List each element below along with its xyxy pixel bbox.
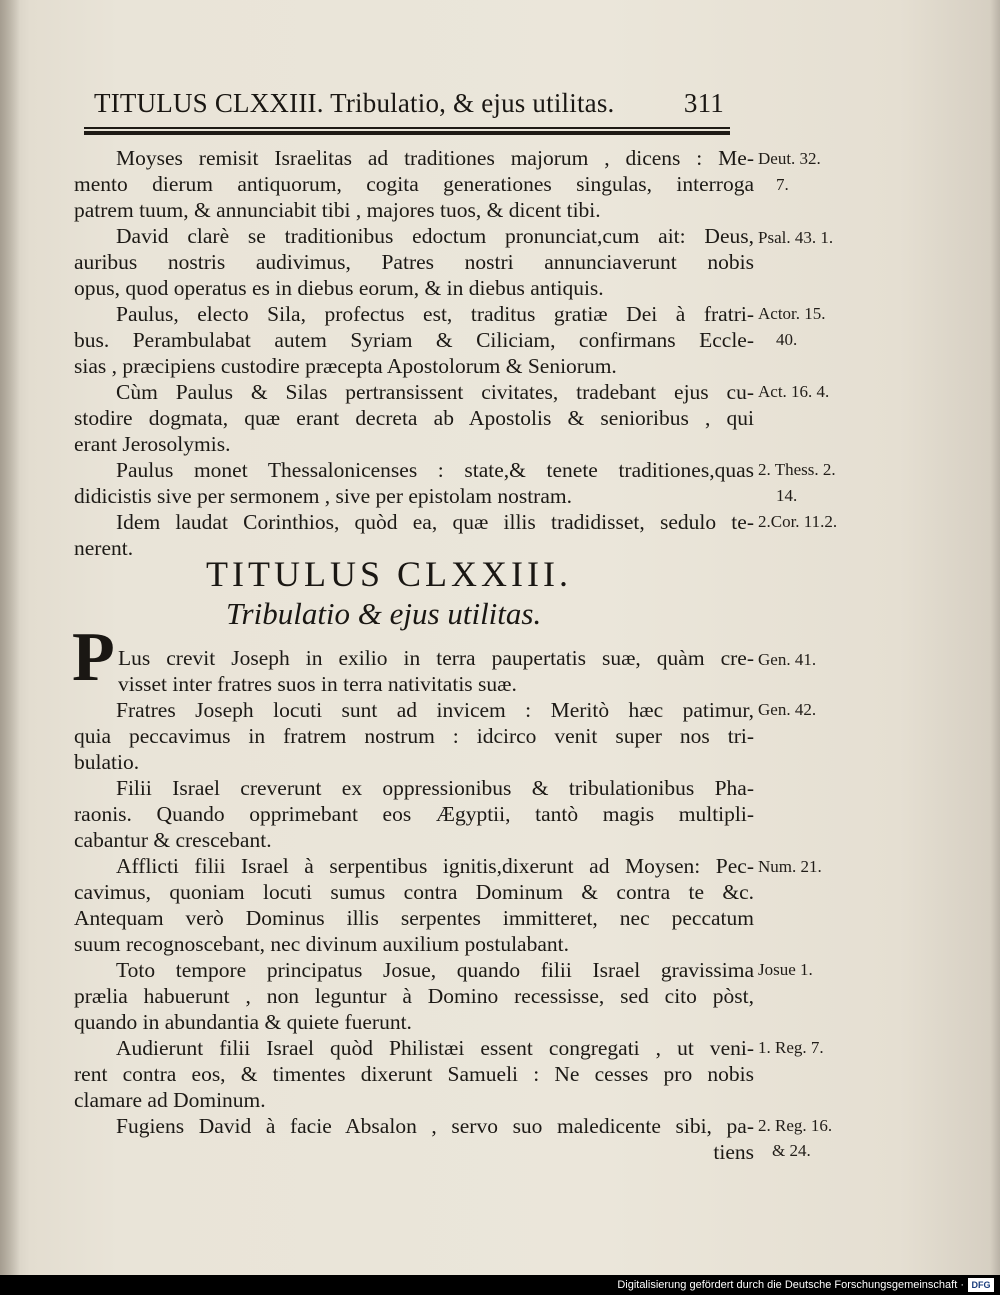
page-number: 311 [683,88,724,118]
text-line: auribus nostris audivimus, Patres nostri annunciaverunt nobis [74,250,754,274]
text-line: Moyses remisit Israelitas ad traditiones majorum , dicens : Me- [116,146,754,170]
text-line: Idem laudat Corinthios, quòd ea, quæ illis tradidisset, sedulo te- [116,510,754,534]
text-line: raonis. Quando opprimebant eos Ægyptii, tantò magis multipli- [74,802,754,826]
header-rule-thick [84,131,730,135]
text-line: mento dierum antiquorum, cogita generationes singulas, interroga [74,172,754,196]
text-line: bulatio. [74,750,140,774]
text-line: suum recognoscebant, nec divinum auxilium postulabant. [74,932,569,956]
margin-reference: Gen. 42. [758,700,817,719]
footer-credit: Digitalisierung gefördert durch die Deutsche Forschungsgemeinschaft · [617,1279,964,1291]
text-line: cavimus, quoniam locuti sumus contra Dominum & contra te &c. [74,880,754,904]
margin-reference: 2. Reg. 16. [758,1116,833,1135]
margin-reference: Psal. 43. 1. [758,228,834,247]
margin-reference: 1. Reg. 7. [758,1038,824,1057]
text-line: Fratres Joseph locuti sunt ad invicem : Meritò hæc patimur, [116,698,754,722]
text-line: opus, quod operatus es in diebus eorum, & in diebus antiquis. [74,276,604,300]
section-subtitle: Tribulatio & ejus utilitas. [226,596,542,631]
text-line: prælia habuerunt , non leguntur à Domino recessisse, sed cito pòst, [74,984,754,1008]
drop-cap: P [72,619,115,696]
margin-reference: & 24. [772,1141,811,1160]
header-rule-thin [84,127,730,129]
text-line: clamare ad Dominum. [74,1088,266,1112]
text-line: rent contra eos, & timentes dixerunt Samueli : Ne cesses pro nobis [74,1062,754,1086]
text-line: Fugiens David à facie Absalon , servo suo maledicente sibi, pa- [116,1114,754,1138]
text-line: cabantur & crescebant. [74,828,272,852]
section-title: TITULUS CLXXIII. [206,554,572,594]
text-line: nerent. [74,536,134,560]
running-head [94,88,734,128]
text-line: visset inter fratres suos in terra nativitatis suæ. [118,672,517,696]
text-line: Toto tempore principatus Josue, quando filii Israel gravissima [116,958,754,982]
margin-reference: Act. 16. 4. [758,382,830,401]
margin-reference: 2. Thess. 2. [758,460,836,479]
text-line: quando in abundantia & quiete fuerunt. [74,1010,412,1034]
margin-reference: Josue 1. [758,960,813,979]
text-line: Cùm Paulus & Silas pertransissent civitates, tradebant ejus cu- [116,380,754,404]
text-line: didicistis sive per sermonem , sive per epistolam nostram. [74,484,572,508]
margin-reference: 7. [776,175,789,194]
running-head-title: TITULUS CLXXIII. Tribulatio, & ejus utilitas. [94,88,615,118]
text-line: Filii Israel creverunt ex oppressionibus & tribulationibus Pha- [116,776,754,800]
dfg-logo: DFG [968,1278,994,1292]
text-line: Afflicti filii Israel à serpentibus ignitis,dixerunt ad Moysen: Pec- [116,854,754,878]
text-line: patrem tuum, & annunciabit tibi , majores tuos, & dicent tibi. [74,198,601,222]
digitization-footer [0,1275,1000,1295]
text-line: tiens [713,1140,754,1164]
text-line: quia peccavimus in fratrem nostrum : idcirco venit super nos tri- [74,724,754,748]
text-line: bus. Perambulabat autem Syriam & Ciliciam, confirmans Eccle- [74,328,754,352]
text-line: Antequam verò Dominus illis serpentes immitteret, nec peccatum [74,906,754,930]
text-line: erant Jerosolymis. [74,432,231,456]
text-line: Lus crevit Joseph in exilio in terra paupertatis suæ, quàm cre- [118,646,754,670]
text-line: David clarè se traditionibus edoctum pronunciat,cum ait: Deus, [116,224,754,248]
margin-reference: 40. [776,330,798,349]
margin-reference: Actor. 15. [758,304,826,323]
margin-reference: Num. 21. [758,857,822,876]
margin-reference: Gen. 41. [758,650,817,669]
margin-reference: Deut. 32. [758,149,821,168]
margin-reference: 2.Cor. 11.2. [758,512,838,531]
margin-reference: 14. [776,486,798,505]
text-line: stodire dogmata, quæ erant decreta ab Apostolis & senioribus , qui [74,406,754,430]
text-line: Audierunt filii Israel quòd Philistæi essent congregati , ut veni- [116,1036,754,1060]
text-line: Paulus monet Thessalonicenses : state,& tenete traditiones,quas [116,458,754,482]
text-line: Paulus, electo Sila, profectus est, traditus gratiæ Dei à fratri- [116,302,754,326]
text-line: sias , præcipiens custodire præcepta Apostolorum & Seniorum. [74,354,617,378]
